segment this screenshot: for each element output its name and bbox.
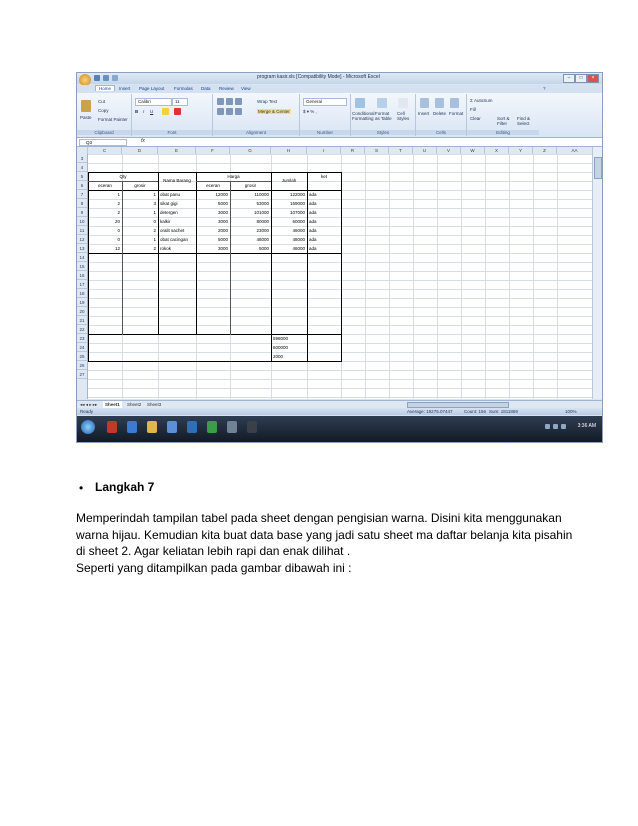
- ie-icon[interactable]: [127, 421, 137, 433]
- header-harga: Harga: [227, 174, 240, 179]
- zoom-level[interactable]: 100%: [565, 409, 577, 414]
- bullet-marker: •: [79, 481, 84, 495]
- cell-harga-grosir: 110000: [254, 192, 269, 197]
- formula-bar: [77, 138, 602, 147]
- cell-qty-eceran: 0: [117, 237, 120, 242]
- row-header[interactable]: 24: [77, 343, 87, 352]
- column-header[interactable]: Y: [509, 147, 533, 154]
- media-icon[interactable]: [167, 421, 177, 433]
- clear-button[interactable]: Clear: [470, 116, 481, 121]
- format-painter-button[interactable]: Format Painter: [98, 117, 128, 122]
- row-header[interactable]: 5: [77, 172, 87, 181]
- cell-nama-barang: rokok: [160, 246, 172, 251]
- cell-nama-barang: obat cacingan: [160, 237, 189, 242]
- tab-home[interactable]: Home: [95, 85, 115, 91]
- section-heading: Langkah 7: [95, 480, 155, 494]
- column-header[interactable]: I: [307, 147, 341, 154]
- editing-group: [467, 94, 539, 136]
- alignment-group: [213, 94, 300, 136]
- pdf-app-icon[interactable]: [107, 421, 117, 433]
- window-title: program kasir.xls [Compatibility Mode] - Microsoft Excel: [257, 74, 380, 80]
- format-as-table-button[interactable]: Format as Table: [375, 111, 392, 121]
- align-middle-icon[interactable]: [226, 98, 233, 105]
- redo-icon[interactable]: [112, 75, 118, 81]
- cell-nama-barang: obat panu: [160, 192, 181, 197]
- currency-icon[interactable]: $ ▾ % ,: [303, 109, 317, 114]
- column-header[interactable]: W: [461, 147, 485, 154]
- cell-harga-grosir: 23000: [256, 228, 269, 233]
- row-headers: [77, 154, 88, 399]
- cell-qty-grosir: 1: [153, 237, 156, 242]
- wrap-text-button[interactable]: Wrap Text: [257, 99, 278, 104]
- header-jumlah: Jumlah: [281, 178, 297, 183]
- row-header[interactable]: 11: [77, 226, 87, 235]
- cell-qty-eceran: 2: [117, 201, 120, 206]
- cell-qty-grosir: 2: [153, 228, 156, 233]
- clipboard-label: Clipboard: [77, 130, 131, 135]
- cell-harga-grosir: 80000: [256, 219, 269, 224]
- column-header[interactable]: H: [271, 147, 307, 154]
- cell-nama-barang: kalkir: [160, 219, 171, 224]
- row-header[interactable]: 7: [77, 190, 87, 199]
- app-icon[interactable]: [247, 421, 257, 433]
- number-group: [300, 94, 351, 136]
- cell-jumlah: 46000: [292, 246, 305, 251]
- cell-jumlah: 48000: [292, 237, 305, 242]
- sheet-tab-1[interactable]: Sheet1: [105, 402, 120, 407]
- paste-icon[interactable]: [81, 100, 91, 112]
- font-size-select[interactable]: 11: [172, 98, 188, 106]
- autosum-button[interactable]: Σ AutoSum: [470, 98, 493, 103]
- conditional-formatting-button[interactable]: Conditional Formatting: [352, 111, 375, 121]
- row-header[interactable]: 25: [77, 352, 87, 361]
- body-paragraph: Seperti yang ditampilkan pada gambar dibawah ini :: [76, 561, 352, 575]
- sort-filter-button[interactable]: Sort & Filter: [497, 116, 510, 126]
- column-header[interactable]: G: [230, 147, 271, 154]
- cut-button[interactable]: Cut: [98, 99, 106, 104]
- cell-ket: ada: [309, 246, 317, 251]
- cell-qty-grosir: 0: [153, 219, 156, 224]
- tab-page-layout[interactable]: Page Layout: [139, 86, 165, 91]
- align-center-icon[interactable]: [226, 108, 233, 115]
- excel-icon[interactable]: [207, 421, 217, 433]
- cell-qty-grosir: 2: [153, 246, 156, 251]
- align-right-icon[interactable]: [235, 108, 242, 115]
- sheet-tab-2[interactable]: Sheet2: [127, 402, 142, 407]
- row-header[interactable]: 21: [77, 316, 87, 325]
- cell-harga-eceran: 3000: [217, 246, 228, 251]
- ribbon-tabs: [77, 85, 602, 93]
- cell-qty-eceran: 20: [114, 219, 120, 224]
- cell-jumlah: 169000: [289, 201, 305, 206]
- row-header[interactable]: 4: [77, 163, 87, 172]
- cell-styles-icon[interactable]: [398, 98, 408, 108]
- cell-harga-eceran: 5000: [217, 237, 228, 242]
- column-header[interactable]: F: [196, 147, 230, 154]
- cell-jumlah: 60000: [292, 219, 305, 224]
- font-name-select[interactable]: Calibri: [135, 98, 172, 106]
- name-box[interactable]: Q3: [79, 139, 127, 146]
- cell-ket: ada: [309, 210, 317, 215]
- cells-group: [416, 94, 467, 136]
- header-grosir: grosir: [134, 183, 146, 188]
- cell-ket: ada: [309, 237, 317, 242]
- alignment-label: Alignment: [213, 130, 299, 135]
- cell-qty-eceran: 1: [117, 192, 120, 197]
- delete-cells-icon[interactable]: [435, 98, 444, 108]
- cell-styles-button[interactable]: Cell Styles: [397, 111, 410, 121]
- status-average: Average: 19275.07447: [407, 409, 453, 414]
- format-button[interactable]: Format: [449, 111, 464, 116]
- row-header[interactable]: 9: [77, 208, 87, 217]
- copy-button[interactable]: Copy: [98, 108, 109, 113]
- format-table-icon[interactable]: [377, 98, 387, 108]
- row-header[interactable]: 19: [77, 298, 87, 307]
- row-header[interactable]: 20: [77, 307, 87, 316]
- cell-qty-eceran: 0: [117, 228, 120, 233]
- row-header[interactable]: 15: [77, 262, 87, 271]
- row-header[interactable]: 14: [77, 253, 87, 262]
- cell-total: 2000: [273, 354, 284, 359]
- tab-review[interactable]: Review: [219, 86, 234, 91]
- row-header[interactable]: 26: [77, 361, 87, 370]
- conditional-formatting-icon[interactable]: [355, 98, 365, 108]
- windows-taskbar: [77, 416, 602, 442]
- cell-qty-grosir: 1: [153, 210, 156, 215]
- title-bar: [77, 73, 602, 84]
- column-header[interactable]: R: [341, 147, 365, 154]
- insert-cells-icon[interactable]: [420, 98, 429, 108]
- cell-harga-grosir: 5000: [258, 246, 269, 251]
- cell-nama-barang: detergen: [160, 210, 178, 215]
- tray-icon[interactable]: [545, 424, 550, 429]
- sheet-nav-arrows[interactable]: ◂◂ ◂ ▸ ▸▸: [80, 402, 98, 407]
- editing-label: Editing: [467, 130, 539, 135]
- column-header[interactable]: U: [413, 147, 437, 154]
- row-header[interactable]: 23: [77, 334, 87, 343]
- undo-icon[interactable]: [103, 75, 109, 81]
- row-header[interactable]: 12: [77, 235, 87, 244]
- cell-ket: ada: [309, 192, 317, 197]
- cell-qty-grosir: 1: [153, 192, 156, 197]
- sheet-tab-3[interactable]: Sheet3: [147, 402, 162, 407]
- font-label: Font: [132, 130, 212, 135]
- tab-insert[interactable]: Insert: [119, 86, 131, 91]
- tab-formulas[interactable]: Formulas: [174, 86, 193, 91]
- align-left-icon[interactable]: [217, 108, 224, 115]
- align-top-icon[interactable]: [217, 98, 224, 105]
- merge-center-button[interactable]: Merge & Center: [258, 109, 290, 114]
- scroll-thumb[interactable]: [594, 157, 602, 179]
- column-header[interactable]: V: [437, 147, 461, 154]
- row-header[interactable]: 6: [77, 181, 87, 190]
- column-header[interactable]: S: [365, 147, 389, 154]
- select-all-corner[interactable]: [77, 147, 88, 154]
- status-bar: [77, 408, 602, 415]
- font-group: [132, 94, 213, 136]
- cell-jumlah: 46000: [292, 228, 305, 233]
- column-header[interactable]: T: [389, 147, 413, 154]
- status-sum: Sum: 1811869: [489, 409, 518, 414]
- cell-nama-barang: sikat gigi: [160, 201, 178, 206]
- cell-ket: ada: [309, 228, 317, 233]
- cell-qty-grosir: 3: [153, 201, 156, 206]
- clipboard-group: [77, 94, 132, 136]
- save-icon[interactable]: [94, 75, 100, 81]
- cell-qty-eceran: 12: [114, 246, 120, 251]
- row-header[interactable]: 17: [77, 280, 87, 289]
- tab-data[interactable]: Data: [201, 86, 211, 91]
- styles-label: Styles: [351, 130, 415, 135]
- font-color-icon[interactable]: [174, 108, 181, 115]
- find-select-button[interactable]: Find & Select: [517, 116, 531, 126]
- cell-harga-eceran: 5000: [217, 201, 228, 206]
- row-header[interactable]: 3: [77, 154, 87, 163]
- help-icon[interactable]: ?: [543, 86, 546, 91]
- header-ket: ket: [320, 174, 327, 179]
- cell-total: 598000: [273, 336, 289, 341]
- cell-qty-eceran: 2: [117, 210, 120, 215]
- close-icon[interactable]: ×: [587, 74, 599, 83]
- header-harga-grosir: grosir: [244, 183, 257, 188]
- align-bottom-icon[interactable]: [235, 98, 242, 105]
- cell-jumlah: 122000: [289, 192, 305, 197]
- minimize-icon[interactable]: –: [563, 74, 575, 83]
- bold-icon[interactable]: B: [135, 109, 139, 114]
- italic-icon[interactable]: I: [143, 109, 145, 114]
- column-header[interactable]: D: [122, 147, 158, 154]
- cell-ket: ada: [309, 201, 317, 206]
- delete-button[interactable]: Delete: [433, 111, 447, 116]
- format-cells-icon[interactable]: [450, 98, 459, 108]
- vertical-scrollbar[interactable]: [592, 147, 602, 399]
- fill-color-icon[interactable]: [162, 108, 169, 115]
- column-header[interactable]: X: [485, 147, 509, 154]
- tray-icon[interactable]: [561, 424, 566, 429]
- body-paragraph: Memperindah tampilan tabel pada sheet dengan pengisian warna. Disini kita menggunakan warna hijau. Kemudian kita buat data base yang jadi satu sheet ma daftar belanja kita pisahin di sheet 2. Agar keliatan lebih rapi dan enak dilihat .: [76, 511, 573, 559]
- cell-harga-grosir: 53000: [256, 201, 269, 206]
- row-header[interactable]: 16: [77, 271, 87, 280]
- cell-harga-eceran: 3000: [217, 219, 228, 224]
- app-icon[interactable]: [227, 421, 237, 433]
- row-header[interactable]: 8: [77, 199, 87, 208]
- number-format-select[interactable]: General: [303, 98, 347, 106]
- paste-button[interactable]: Paste: [80, 115, 92, 120]
- header-qty: Qty: [119, 174, 127, 179]
- column-header[interactable]: E: [158, 147, 196, 154]
- underline-icon[interactable]: U: [150, 109, 154, 114]
- column-header[interactable]: AA: [557, 147, 593, 154]
- clock[interactable]: 3:36 AM: [577, 423, 596, 429]
- maximize-icon[interactable]: □: [575, 74, 587, 83]
- insert-button[interactable]: Insert: [418, 111, 430, 116]
- cell-harga-eceran: 12000: [215, 192, 228, 197]
- sheet-tab-bar: [77, 400, 602, 408]
- styles-group: [351, 94, 416, 136]
- fill-button[interactable]: Fill: [470, 107, 476, 112]
- tray-icon[interactable]: [553, 424, 558, 429]
- number-label: Number: [300, 130, 350, 135]
- cell-harga-eceran: 2000: [217, 228, 228, 233]
- row-header[interactable]: 22: [77, 325, 87, 334]
- row-header[interactable]: 13: [77, 244, 87, 253]
- cell-jumlah: 107000: [289, 210, 305, 215]
- fx-icon[interactable]: fx: [141, 138, 145, 144]
- column-header[interactable]: C: [88, 147, 122, 154]
- status-count: Count: 156: [464, 409, 487, 414]
- cell-harga-grosir: 101000: [253, 210, 269, 215]
- cell-total: 600000: [273, 345, 289, 350]
- row-header[interactable]: 27: [77, 370, 87, 379]
- tab-view[interactable]: View: [241, 86, 251, 91]
- cell-harga-eceran: 3000: [217, 210, 228, 215]
- cell-harga-grosir: 48000: [256, 237, 269, 242]
- start-button-icon[interactable]: [81, 420, 95, 434]
- header-eceran: eceran: [98, 183, 112, 188]
- word-icon[interactable]: [187, 421, 197, 433]
- cells-label: Cells: [416, 130, 466, 135]
- status-ready: Ready: [80, 409, 94, 414]
- header-nama-barang: Nama Barang: [163, 178, 191, 183]
- excel-screenshot: [76, 72, 603, 443]
- header-harga-eceran: eceran: [206, 183, 220, 188]
- folder-icon[interactable]: [147, 421, 157, 433]
- cell-ket: ada: [309, 219, 317, 224]
- cell-nama-barang: oralit sachet: [160, 228, 185, 233]
- ribbon: [77, 93, 602, 138]
- row-header[interactable]: 10: [77, 217, 87, 226]
- column-header[interactable]: Z: [533, 147, 557, 154]
- row-header[interactable]: 18: [77, 289, 87, 298]
